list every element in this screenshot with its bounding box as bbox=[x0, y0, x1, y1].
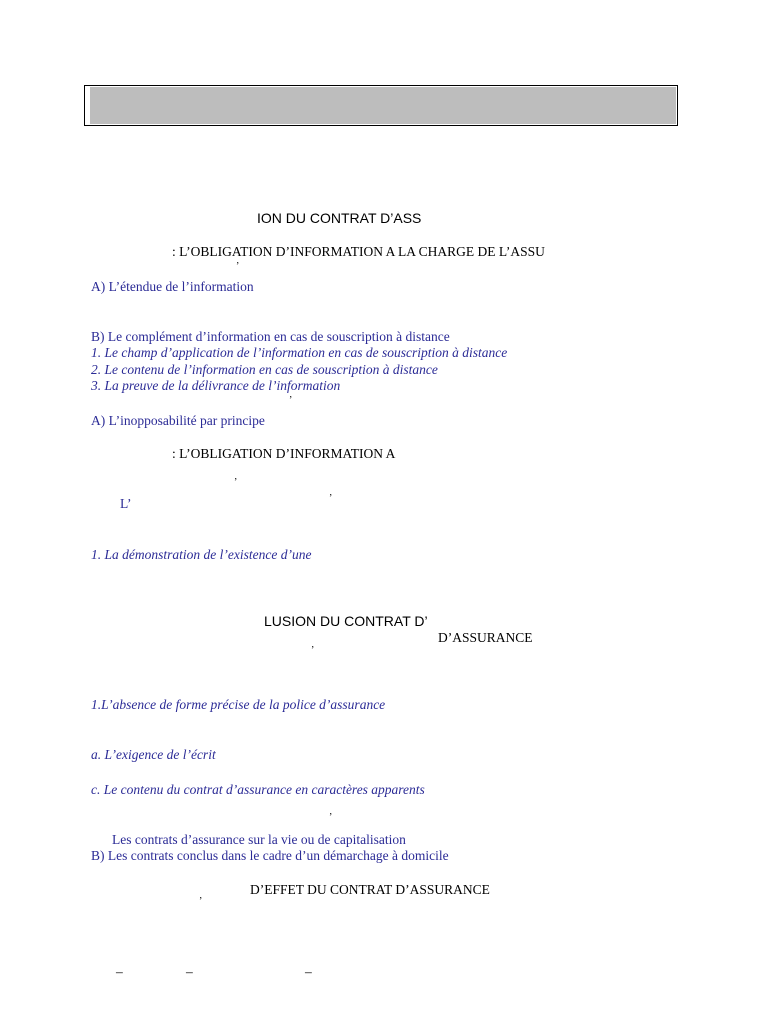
subsection-b-2: B) Les contrats conclus dans le cadre d’un démarchage à domicile bbox=[91, 848, 449, 863]
stray-mark: ’ bbox=[329, 812, 333, 823]
item-contrats-vie: Les contrats d’assurance sur la vie ou de capitalisation bbox=[112, 832, 406, 847]
stray-mark: ’ bbox=[329, 493, 333, 504]
section-heading-1: ION DU CONTRAT D’ASS bbox=[257, 210, 422, 226]
dash-2: – bbox=[186, 964, 193, 979]
item-3: 3. La preuve de la délivrance de l’information bbox=[91, 378, 341, 393]
item-c-contenu: c. Le contenu du contrat d’assurance en caractères apparents bbox=[91, 782, 425, 797]
subsection-b: B) Le complément d’information en cas de souscription à distance bbox=[91, 329, 450, 344]
header-box bbox=[84, 85, 678, 126]
fragment-l: L’ bbox=[120, 496, 132, 511]
section-heading-3: D’EFFET DU CONTRAT D’ASSURANCE bbox=[250, 882, 490, 897]
item-a-ecrit: a. L’exigence de l’écrit bbox=[91, 747, 216, 762]
stray-mark: ’ bbox=[311, 645, 315, 656]
dash-1: – bbox=[116, 964, 123, 979]
header-shading bbox=[90, 87, 676, 124]
item-demonstration: 1. La démonstration de l’existence d’une bbox=[91, 547, 312, 562]
stray-mark: ’ bbox=[236, 261, 240, 272]
subsection-a: A) L’étendue de l’information bbox=[91, 279, 254, 294]
section-heading-2: LUSION DU CONTRAT D’ bbox=[264, 613, 428, 629]
dash-3: – bbox=[305, 964, 312, 979]
item-2: 2. Le contenu de l’information en cas de souscription à distance bbox=[91, 362, 438, 377]
item-1: 1. Le champ d’application de l’information en cas de souscription à distance bbox=[91, 345, 508, 360]
chapter-heading-1: : L’OBLIGATION D’INFORMATION A LA CHARGE DE L’ASSU bbox=[172, 244, 545, 259]
subsection-a-2: A) L’inopposabilité par principe bbox=[91, 413, 265, 428]
stray-mark: ’ bbox=[234, 477, 238, 488]
stray-mark: ’ bbox=[289, 395, 293, 406]
section-heading-2-cont: D’ASSURANCE bbox=[438, 630, 533, 645]
item-absence-forme: 1.L’absence de forme précise de la police d’assurance bbox=[91, 697, 386, 712]
chapter-heading-2: : L’OBLIGATION D’INFORMATION A bbox=[172, 446, 396, 461]
